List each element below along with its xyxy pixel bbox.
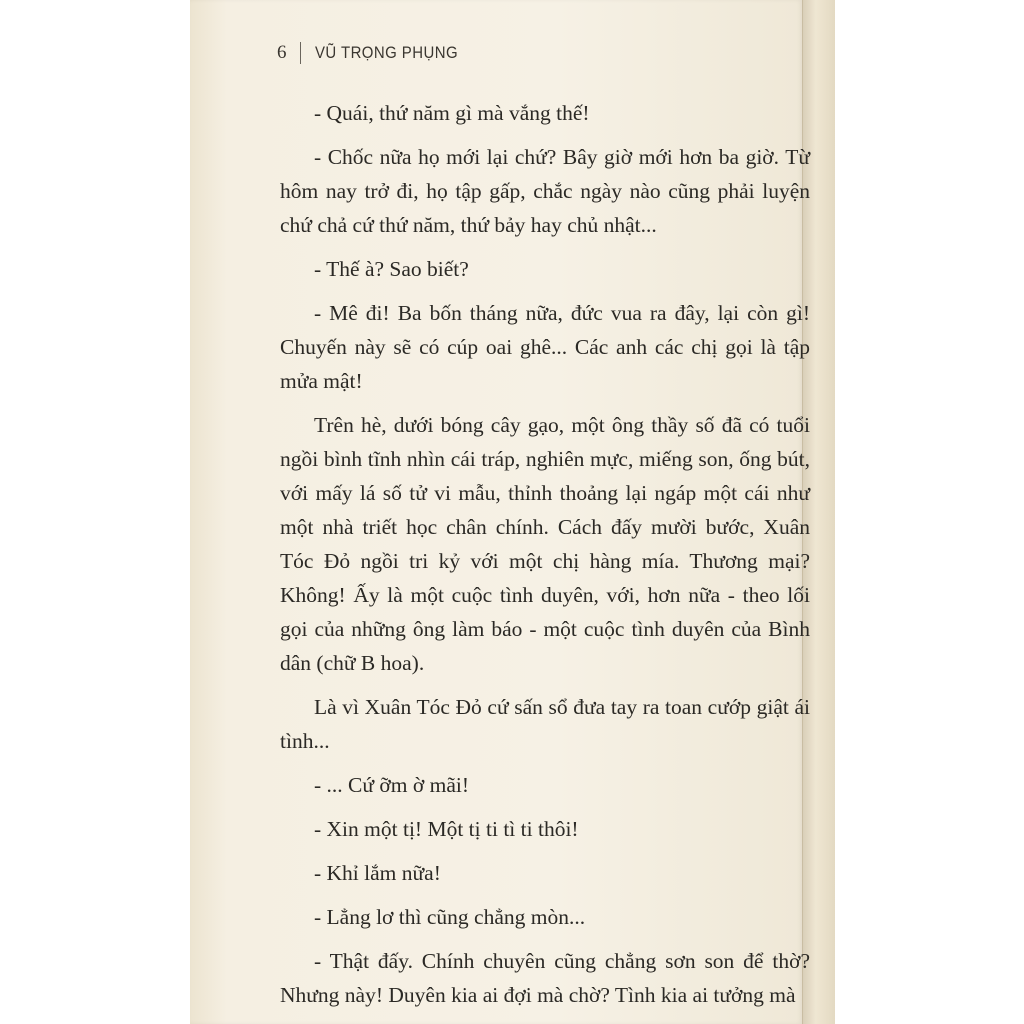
paragraph: Trên hè, dưới bóng cây gạo, một ông thầy số đã có tuổi ngồi bình tĩnh nhìn cái tráp, nghiên mực, miếng son, ống bút, với mấy lá số tử vi mẫu, thỉnh thoảng lại ngáp một cái như một nhà triết học chân chính. Cách đấy mười bước, Xuân Tóc Đỏ ngồi tri kỷ với một chị hàng mía. Thương mại? Không! Ấy là một cuộc tình duyên, với, hơn nữa - theo lối gọi của những ông làm báo - một cuộc tình duyên của Bình dân (chữ B hoa).: [280, 413, 810, 675]
body-text: [280, 96, 810, 1022]
paragraph: - Thế à? Sao biết?: [314, 257, 469, 281]
paragraph: - Quái, thứ năm gì mà vắng thế!: [314, 101, 590, 125]
author-name: VŨ TRỌNG PHỤNG: [314, 43, 458, 62]
paragraph: - Mê đi! Ba bốn tháng nữa, đức vua ra đây, lại còn gì! Chuyến này sẽ có cúp oai ghê... Các anh các chị gọi là tập mửa mật!: [280, 301, 810, 393]
paragraph: - Thật đấy. Chính chuyên cũng chẳng sơn son để thờ? Nhưng này! Duyên kia ai đợi mà chờ? Tình kia ai tưởng mà: [280, 949, 810, 1007]
paragraph: - ... Cứ ỡm ờ mãi!: [314, 773, 470, 797]
paragraph: - Khỉ lắm nữa!: [314, 861, 441, 885]
paragraph: - Chốc nữa họ mới lại chứ? Bây giờ mới hơn ba giờ. Từ hôm nay trở đi, họ tập gấp, chắc ngày nào cũng phải luyện chứ chả cứ thứ năm, thứ bảy hay chủ nhật...: [280, 145, 810, 237]
paragraph: - Lẳng lơ thì cũng chẳng mòn...: [314, 905, 586, 929]
running-header: [277, 38, 477, 68]
paragraph: - Xin một tị! Một tị ti tì ti thôi!: [314, 817, 579, 841]
header-separator: [300, 42, 301, 64]
page-number: 6: [277, 42, 287, 63]
paragraph: Là vì Xuân Tóc Đỏ cứ sấn sổ đưa tay ra toan cướp giật ái tình...: [280, 695, 810, 753]
